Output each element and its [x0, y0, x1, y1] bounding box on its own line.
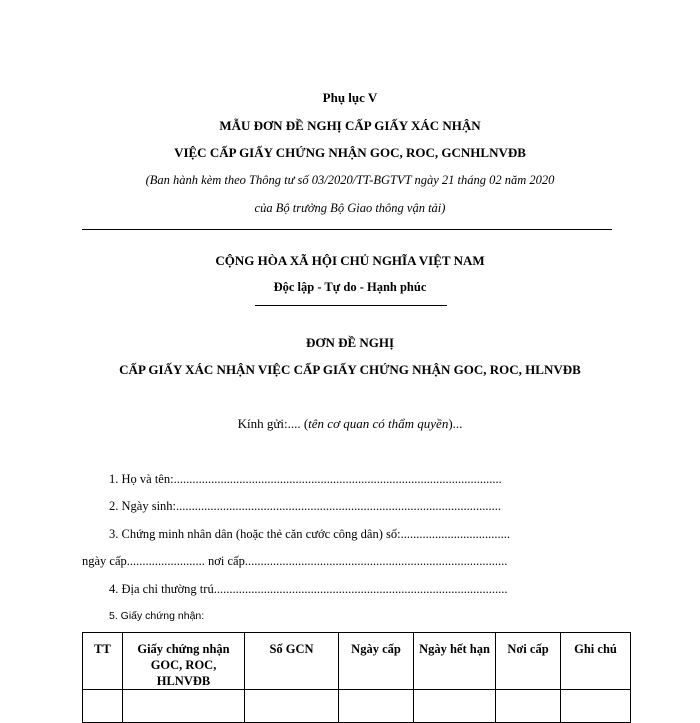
address-field: 4. Địa chỉ thường trú..............................................................................................	[109, 582, 508, 596]
id-number-field: 3. Chứng minh nhân dân (hoặc thẻ căn cước công dân) số:...................................	[109, 527, 510, 541]
form-template-title: MẪU ĐƠN ĐỀ NGHỊ CẤP GIẤY XÁC NHẬN	[219, 118, 481, 133]
recipient-authority: tên cơ quan có thẩm quyền	[308, 416, 449, 431]
col-header-number: Số GCN	[245, 633, 339, 690]
id-issue-field: ngày cấp......................... nơi cấp....................................................................................	[82, 554, 508, 568]
table-row	[83, 690, 631, 723]
motto-underline	[255, 305, 447, 306]
birth-date-field: 2. Ngày sinh:........................................................................................................	[109, 499, 502, 513]
recipient-line	[0, 416, 700, 432]
col-header-notes: Ghi chú	[561, 633, 631, 690]
header-divider	[82, 229, 612, 230]
col-header-expiry-date: Ngày hết hạn	[414, 633, 496, 690]
form-subtitle: CẤP GIẤY XÁC NHẬN VIỆC CẤP GIẤY CHỨNG NHẬN GOC, ROC, HLNVĐB	[119, 362, 581, 377]
full-name-field: 1. Họ và tên:.........................................................................................................	[109, 472, 502, 486]
issued-by-note-cont: của Bộ trưởng Bộ Giao thông vận tải)	[254, 201, 446, 215]
issued-by-note: (Ban hành kèm theo Thông tư số 03/2020/TT-BGTVT ngày 21 tháng 02 năm 2020	[145, 173, 555, 187]
country-name: CỘNG HÒA XÃ HỘI CHỦ NGHĨA VIỆT NAM	[215, 253, 485, 268]
national-motto: Độc lập - Tự do - Hạnh phúc	[273, 280, 427, 294]
form-template-subtitle: VIỆC CẤP GIẤY CHỨNG NHẬN GOC, ROC, GCNHLNVĐB	[174, 145, 526, 160]
col-header-certificate: Giấy chứng nhận GOC, ROC, HLNVĐB	[123, 633, 245, 690]
col-header-issue-date: Ngày cấp	[339, 633, 414, 690]
appendix-label: Phụ lục V	[322, 90, 378, 105]
table-header-row	[83, 633, 631, 690]
col-header-tt: TT	[83, 633, 123, 690]
certificate-table	[82, 632, 631, 723]
col-header-issuer: Nơi cấp	[496, 633, 561, 690]
recipient-prefix: Kính gửi:.... (	[237, 416, 309, 431]
form-title: ĐƠN ĐỀ NGHỊ	[305, 335, 395, 350]
recipient-suffix: )...	[448, 416, 463, 431]
certificate-section-label: 5. Giấy chứng nhận:	[109, 610, 205, 622]
